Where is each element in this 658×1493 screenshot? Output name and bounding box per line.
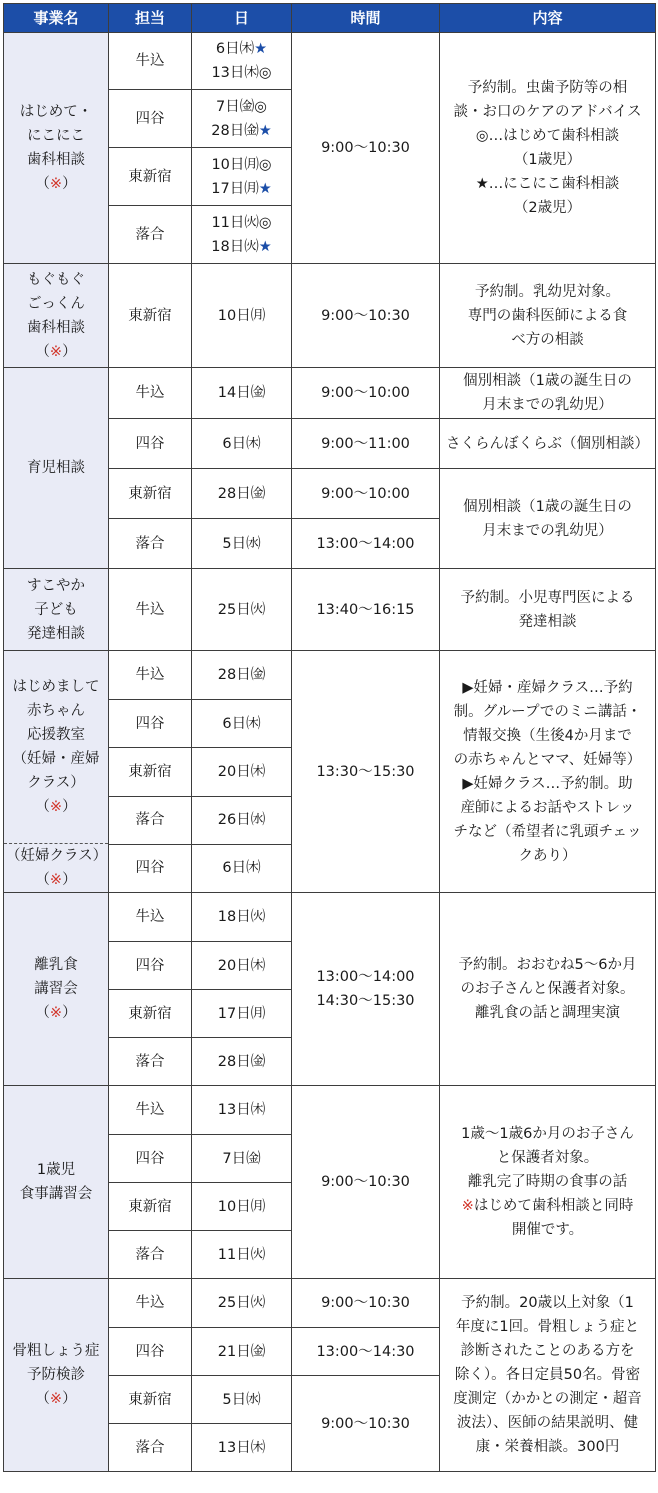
event-name-line: 歯科相談: [27, 319, 85, 336]
date-line: 7日㈮◎: [216, 98, 267, 115]
event-name-line: はじめて・: [19, 104, 93, 120]
date-cell: [192, 700, 292, 748]
content-line: 除く）。各日定員50名。骨密: [454, 1367, 641, 1383]
time-cell: 13:00〜14:30: [292, 1328, 440, 1376]
event-name-line: 予防検診: [27, 1367, 85, 1383]
content-line: 専門の歯科医師による食: [467, 307, 628, 324]
date-line: 6日㈭: [222, 435, 261, 452]
ward-cell: 牛込: [109, 651, 192, 700]
date-cell: [192, 651, 292, 700]
ward-cell: 牛込: [109, 893, 192, 942]
event-name: [4, 368, 109, 569]
date-line: 14日㈮: [217, 385, 266, 401]
time-line: 14:30〜15:30: [316, 993, 415, 1009]
event-name-line: （※）: [35, 176, 77, 192]
content-line: べ方の相談: [511, 331, 584, 348]
content-line: 離乳食の話と調理実演: [475, 1005, 620, 1021]
ward-cell: 落合: [109, 519, 192, 569]
event-name-line: 発達相談: [27, 625, 85, 642]
event-name: [4, 33, 109, 264]
date-line: 10日㈪◎: [211, 156, 272, 173]
ward-cell: 四谷: [109, 90, 192, 148]
time-cell: 9:00〜10:30: [292, 1086, 440, 1279]
date-line: 5日㈬: [222, 1391, 261, 1408]
content-line: の赤ちゃんとママ、妊婦等）: [453, 751, 642, 768]
event-name: [4, 1279, 109, 1472]
table-row: [4, 651, 656, 700]
schedule-table: [3, 3, 656, 1472]
ward-cell: 牛込: [109, 1279, 192, 1328]
content-cell: [440, 1086, 656, 1279]
date-line: 6日㈭★: [215, 41, 268, 57]
content-line: 予約制。小児専門医による: [460, 589, 635, 606]
date-cell: [192, 1279, 292, 1328]
note-mark: ※: [49, 176, 63, 192]
ward-cell: 落合: [109, 1424, 192, 1472]
date-cell: [192, 1231, 292, 1279]
date-cell: [192, 469, 292, 519]
event-name: [4, 264, 109, 368]
date-cell: [192, 1135, 292, 1183]
note-mark: ※: [49, 1391, 63, 1407]
date-line: 11日㈫: [217, 1246, 266, 1263]
date-cell: [192, 796, 292, 844]
date-cell: [192, 1086, 292, 1135]
note-mark: ※: [49, 799, 63, 815]
date-cell: [192, 1038, 292, 1086]
content-cell: [440, 651, 656, 893]
time-cell: 13:00〜14:00: [292, 519, 440, 569]
content-line: ◎…はじめて歯科相談: [475, 128, 620, 144]
ward-cell: 東新宿: [109, 264, 192, 368]
event-name-line: にこにこ: [27, 128, 85, 144]
date-line: 6日㈭: [222, 860, 261, 877]
date-line: 18日㈫★: [211, 238, 272, 255]
date-line: 26日㈬: [217, 812, 266, 829]
content-line: 産師によるお話やストレッ: [460, 799, 635, 816]
date-cell: [192, 90, 292, 148]
content-line: 月末までの乳幼児）: [482, 397, 613, 413]
date-line: 25日㈫: [217, 1295, 266, 1311]
table-row: [4, 1279, 656, 1328]
table-row: [4, 264, 656, 368]
ward-cell: 四谷: [109, 1328, 192, 1376]
content-cell: [440, 469, 656, 569]
content-line: と保護者対象。: [496, 1150, 599, 1166]
date-line: 13日㈭◎: [211, 65, 272, 81]
date-line: 20日㈭: [217, 763, 266, 780]
date-cell: [192, 33, 292, 90]
note-mark: ※: [49, 872, 63, 888]
content-line: 談・お口のケアのアドバイス: [453, 104, 642, 120]
star-icon: ★: [254, 41, 268, 57]
table-row: [4, 1086, 656, 1135]
content-cell: [440, 264, 656, 368]
header-content: 内容: [440, 4, 656, 33]
ward-cell: 牛込: [109, 569, 192, 651]
content-cell: [440, 419, 656, 469]
event-name-line: （※）: [35, 872, 77, 888]
event-name-line: （※）: [35, 1391, 77, 1407]
ward-cell: 牛込: [109, 33, 192, 90]
event-name: [4, 1086, 109, 1279]
note-mark: ※: [461, 1198, 474, 1214]
date-line: 20日㈭: [217, 957, 266, 974]
date-line: 28日㈮: [217, 485, 266, 502]
date-line: 28日㈮: [217, 667, 266, 684]
event-name-line: 講習会: [34, 981, 78, 997]
ward-cell: 東新宿: [109, 148, 192, 206]
content-line: さくらんぼくらぶ（個別相談）: [446, 435, 649, 452]
ward-cell: 落合: [109, 206, 192, 264]
time-cell: 13:30〜15:30: [292, 651, 440, 893]
date-line: 11日㈫◎: [211, 214, 272, 231]
time-cell: 9:00〜10:00: [292, 368, 440, 419]
content-line: （2歳児）: [513, 200, 582, 216]
time-cell: 13:40〜16:15: [292, 569, 440, 651]
header-event: 事業名: [4, 4, 109, 33]
date-line: 18日㈫: [217, 909, 266, 925]
content-cell: [440, 1279, 656, 1472]
event-name-line: 赤ちゃん: [27, 703, 85, 719]
time-cell: 9:00〜11:00: [292, 419, 440, 469]
event-name-line: ごっくん: [27, 295, 85, 312]
date-cell: [192, 569, 292, 651]
table-row: [4, 368, 656, 419]
content-cell: [440, 893, 656, 1086]
content-cell: [440, 33, 656, 264]
event-name-line: 子ども: [34, 601, 78, 618]
event-name-line: 歯科相談: [27, 152, 85, 168]
date-cell: [192, 1328, 292, 1376]
content-cell: [440, 368, 656, 419]
event-name-line: 育児相談: [27, 460, 85, 476]
content-line: 発達相談: [518, 613, 577, 630]
schedule-body: [4, 33, 656, 1472]
ward-cell: 落合: [109, 1231, 192, 1279]
header-ward: 担当: [109, 4, 192, 33]
ward-cell: 四谷: [109, 419, 192, 469]
event-name-line: （※）: [35, 1005, 77, 1021]
ward-cell: 東新宿: [109, 1376, 192, 1424]
event-name-sub: [4, 844, 108, 892]
content-cell: [440, 569, 656, 651]
date-cell: [192, 1376, 292, 1424]
content-line: 開催です。: [511, 1222, 584, 1238]
date-cell: [192, 206, 292, 264]
time-cell: 9:00〜10:30: [292, 1376, 440, 1472]
ward-cell: 四谷: [109, 844, 192, 892]
event-name: [4, 893, 109, 1086]
event-name-line: 1歳児: [36, 1162, 76, 1178]
event-name: [4, 569, 109, 651]
ward-cell: 東新宿: [109, 748, 192, 796]
content-line: 情報交換（生後4か月まで: [463, 727, 632, 744]
content-line: のお子さんと保護者対象。: [460, 981, 635, 997]
date-cell: [192, 748, 292, 796]
content-line: 個別相談（1歳の誕生日の: [463, 373, 632, 389]
date-cell: [192, 148, 292, 206]
star-icon: ★: [258, 238, 272, 255]
content-line: （1歳児）: [513, 152, 582, 168]
content-line: 離乳完了時期の食事の話: [467, 1174, 628, 1190]
content-line: 波法）、医師の結果説明、健: [456, 1415, 639, 1431]
ward-cell: 牛込: [109, 1086, 192, 1135]
ward-cell: 落合: [109, 1038, 192, 1086]
table-row: [4, 33, 656, 90]
header-time: 時間: [292, 4, 440, 33]
date-line: 6日㈭: [222, 715, 261, 732]
content-line: 制。グループでのミニ講話・: [453, 703, 642, 720]
content-line: 度測定（かかとの測定・超音: [453, 1391, 642, 1407]
star-icon: ★: [258, 122, 272, 139]
content-line: 康・栄養相談。300円: [475, 1439, 620, 1455]
ward-cell: 東新宿: [109, 990, 192, 1038]
ward-cell: 四谷: [109, 942, 192, 990]
date-line: 10日㈪: [217, 1198, 266, 1215]
content-line: 予約制。虫歯予防等の相: [467, 80, 628, 96]
date-cell: [192, 893, 292, 942]
content-line: 予約制。おおむね5〜6か月: [458, 957, 637, 973]
date-line: 5日㈬: [222, 535, 261, 552]
date-line: 28日㈮: [217, 1053, 266, 1070]
header-row: [4, 4, 656, 33]
content-line: ▶妊婦・産婦クラス…予約: [462, 679, 633, 696]
header-date: 日: [192, 4, 292, 33]
date-line: 28日㈮★: [211, 122, 272, 139]
content-line: 年度に1回。骨粗しょう症と: [455, 1319, 640, 1335]
event-name-line: 食事講習会: [19, 1186, 93, 1202]
event-name-main: [4, 651, 108, 844]
time-cell: 9:00〜10:00: [292, 469, 440, 519]
time-cell: [292, 893, 440, 1086]
event-name-line: （妊婦・産婦: [12, 751, 100, 767]
time-cell: 9:00〜10:30: [292, 33, 440, 264]
date-cell: [192, 419, 292, 469]
date-line: 13日㈭: [217, 1102, 266, 1118]
ward-cell: 東新宿: [109, 1183, 192, 1231]
ward-cell: 牛込: [109, 368, 192, 419]
ward-cell: 落合: [109, 796, 192, 844]
event-name-line: （※）: [35, 343, 77, 360]
event-name: [4, 651, 109, 893]
content-line: 予約制。乳幼児対象。: [475, 283, 620, 300]
date-cell: [192, 519, 292, 569]
time-line: 13:00〜14:00: [316, 969, 415, 985]
note-mark: ※: [49, 343, 63, 360]
date-cell: [192, 1424, 292, 1472]
star-icon: ★: [258, 180, 272, 197]
content-line: クあり）: [518, 847, 577, 864]
ward-cell: 四谷: [109, 700, 192, 748]
date-line: 17日㈪: [217, 1005, 266, 1022]
content-line: ▶妊婦クラス…予約制。助: [462, 775, 633, 792]
content-line: 個別相談（1歳の誕生日の: [463, 498, 632, 515]
content-line: 予約制。20歳以上対象（1: [461, 1295, 634, 1311]
event-name-line: クラス）: [27, 775, 85, 791]
content-line: ※はじめて歯科相談と同時: [461, 1198, 634, 1214]
table-row: [4, 569, 656, 651]
content-line: 1歳〜1歳6か月のお子さん: [461, 1126, 634, 1142]
date-cell: [192, 990, 292, 1038]
date-line: 25日㈫: [217, 601, 266, 618]
content-line: 診断されたことのある方を: [460, 1343, 635, 1359]
date-cell: [192, 942, 292, 990]
ward-cell: 東新宿: [109, 469, 192, 519]
content-line: チなど（希望者に乳頭チェッ: [453, 823, 642, 840]
date-cell: [192, 844, 292, 892]
event-name-line: 骨粗しょう症: [12, 1343, 100, 1359]
time-cell: 9:00〜10:30: [292, 264, 440, 368]
event-name-line: 離乳食: [34, 957, 78, 973]
date-line: 17日㈪★: [211, 180, 272, 197]
content-line: 月末までの乳幼児）: [482, 522, 613, 539]
date-cell: [192, 1183, 292, 1231]
event-name-line: 応援教室: [27, 727, 85, 743]
date-line: 21日㈮: [217, 1343, 266, 1360]
date-line: 7日㈮: [222, 1150, 261, 1167]
date-cell: [192, 264, 292, 368]
content-line: ★…にこにこ歯科相談: [475, 176, 620, 192]
date-line: 13日㈭: [217, 1439, 266, 1456]
event-name-line: もぐもぐ: [27, 271, 85, 288]
ward-cell: 四谷: [109, 1135, 192, 1183]
date-cell: [192, 368, 292, 419]
event-name-line: すこやか: [27, 577, 85, 594]
event-name-line: （※）: [35, 799, 77, 815]
event-name-line: はじめまして: [12, 679, 100, 695]
time-cell: 9:00〜10:30: [292, 1279, 440, 1328]
event-name-line: （妊婦クラス）: [6, 848, 108, 864]
note-mark: ※: [49, 1005, 63, 1021]
table-row: [4, 893, 656, 942]
date-line: 10日㈪: [217, 307, 266, 324]
